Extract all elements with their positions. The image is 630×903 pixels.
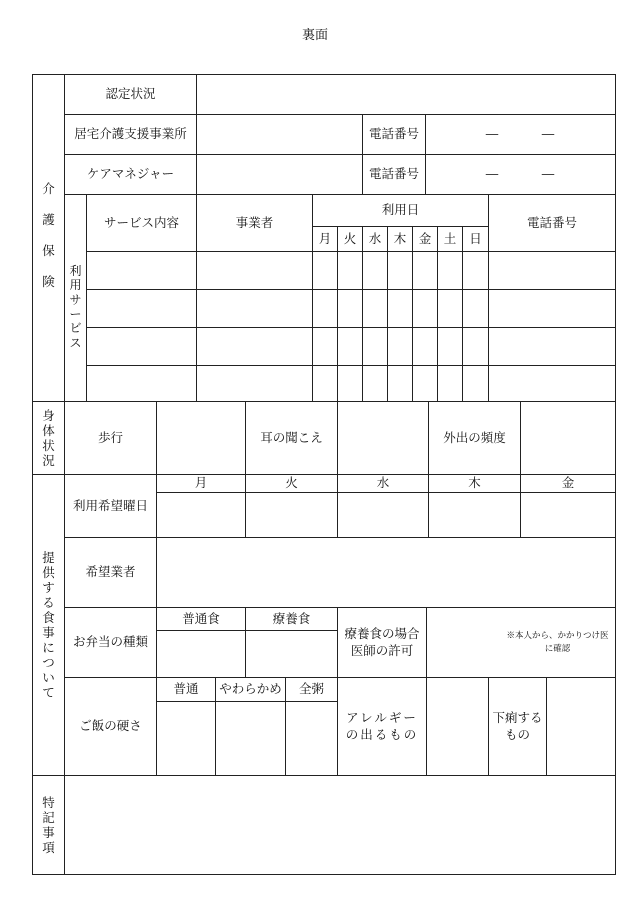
day-wed: 水	[376, 475, 390, 491]
rule	[412, 226, 413, 402]
rule	[546, 677, 547, 776]
section-label-tokki	[33, 776, 64, 874]
rule	[426, 607, 427, 776]
vertical-char: る	[42, 595, 55, 610]
riyou-service-label	[65, 252, 86, 362]
rule	[520, 401, 521, 475]
section-label-meal	[33, 475, 64, 775]
weekday-sat: 土	[443, 230, 457, 246]
service-content-header: サービス内容	[103, 214, 179, 230]
vertical-char: 身	[42, 408, 55, 423]
vertical-char: 体	[42, 423, 55, 438]
vertical-char: に	[42, 640, 55, 655]
provider-header: 事業者	[235, 214, 274, 230]
vertical-char: 用	[69, 278, 82, 293]
rule	[337, 401, 338, 475]
walking-label: 歩行	[97, 429, 123, 445]
allergy-label: アレルギーの出るもの	[345, 709, 419, 742]
weekday-wed: 水	[368, 230, 382, 246]
rice-option-normal: 普通	[173, 681, 199, 697]
rule	[156, 630, 337, 631]
vertical-char: 食	[42, 610, 55, 625]
section-label-shintai-text	[42, 408, 55, 468]
service-phone-header: 電話番号	[526, 214, 577, 230]
rice-hardness-label: ご飯の硬さ	[79, 718, 142, 734]
kyotaku-phone-dash-1: ―	[485, 126, 499, 142]
rule	[156, 492, 616, 493]
rule	[32, 775, 616, 776]
rule	[86, 365, 616, 366]
vertical-char: つ	[42, 655, 55, 670]
vertical-char: 事	[42, 825, 55, 840]
care-manager-phone-dash-1: ―	[485, 166, 499, 182]
rule	[156, 401, 157, 475]
rule	[362, 226, 363, 402]
riyoubi-header: 利用日	[381, 202, 420, 218]
rule	[86, 289, 616, 290]
riyou-service-label-text	[69, 264, 81, 350]
vertical-char: 介	[42, 181, 55, 196]
therapy-meal-label: 療養食	[272, 610, 311, 626]
vertical-char: 況	[42, 453, 55, 468]
vertical-char: て	[42, 685, 55, 700]
weekday-thu: 木	[393, 230, 407, 246]
day-thu: 木	[468, 475, 481, 491]
section-label-shintai	[33, 402, 64, 474]
section-label-kaigo	[33, 170, 64, 300]
section-label-tokki-text	[42, 795, 55, 855]
vertical-char: 険	[42, 274, 55, 289]
vertical-char: 項	[42, 840, 55, 855]
section-label-meal-text	[42, 550, 55, 700]
rule	[86, 327, 616, 328]
vertical-char: 供	[42, 565, 55, 580]
vertical-char: 特	[42, 795, 55, 810]
vertical-char: 提	[42, 550, 55, 565]
vertical-char: 記	[42, 810, 55, 825]
care-manager-phone-label: 電話番号	[368, 166, 419, 182]
rule	[387, 226, 388, 402]
vertical-char: 利	[69, 263, 82, 278]
vertical-char: い	[42, 670, 55, 685]
vertical-char: 事	[42, 625, 55, 640]
bento-type-label: お弁当の種類	[72, 634, 148, 650]
vertical-char: ス	[69, 335, 82, 350]
vertical-char: ー	[69, 307, 82, 321]
rule	[425, 114, 426, 195]
outing-label: 外出の頻度	[443, 429, 506, 445]
weekday-tue: 火	[343, 230, 357, 246]
nintei-value-cell[interactable]	[197, 75, 615, 114]
vertical-char: 護	[42, 212, 55, 227]
vertical-char: ビ	[69, 321, 82, 336]
rule	[32, 874, 616, 875]
rule	[86, 251, 616, 252]
vertical-char: サ	[69, 292, 82, 307]
nintei-label: 認定状況	[105, 86, 156, 102]
diarrhea-label: 下痢するもの	[492, 709, 543, 742]
vertical-char: 保	[42, 243, 55, 258]
rule	[156, 701, 337, 702]
weekday-mon: 月	[318, 230, 332, 246]
kyotaku-phone-label: 電話番号	[368, 126, 419, 142]
doctor-confirm-note: ※本人から、かかりつけ医に確認	[506, 630, 609, 654]
day-fri: 金	[561, 475, 575, 491]
therapy-permission-label: 療養食の場合医師の許可	[344, 625, 420, 658]
rice-option-porridge: 全粥	[298, 681, 324, 697]
preferred-provider-label: 希望業者	[85, 564, 136, 580]
page-title: 裏面	[301, 28, 328, 43]
rule	[462, 226, 463, 402]
normal-meal-label: 普通食	[182, 610, 220, 626]
preferred-days-label: 利用希望曜日	[72, 497, 148, 513]
rule	[437, 226, 438, 402]
weekday-fri: 金	[418, 230, 432, 246]
hearing-label: 耳の聞こえ	[260, 429, 323, 445]
section-label-kaigo-text	[42, 181, 55, 289]
rice-option-soft: やわらかめ	[219, 681, 282, 697]
rule	[337, 226, 338, 402]
vertical-char: す	[42, 580, 55, 595]
kyotaku-phone-dash-2: ―	[541, 126, 555, 142]
day-mon: 月	[194, 475, 208, 491]
care-manager-label: ケアマネジャー	[86, 166, 175, 182]
weekday-sun: 日	[469, 230, 482, 246]
care-manager-phone-dash-2: ―	[541, 166, 555, 182]
kyotaku-label: 居宅介護支援事業所	[74, 126, 187, 142]
day-tue: 火	[285, 475, 298, 491]
vertical-char: 状	[42, 438, 55, 453]
